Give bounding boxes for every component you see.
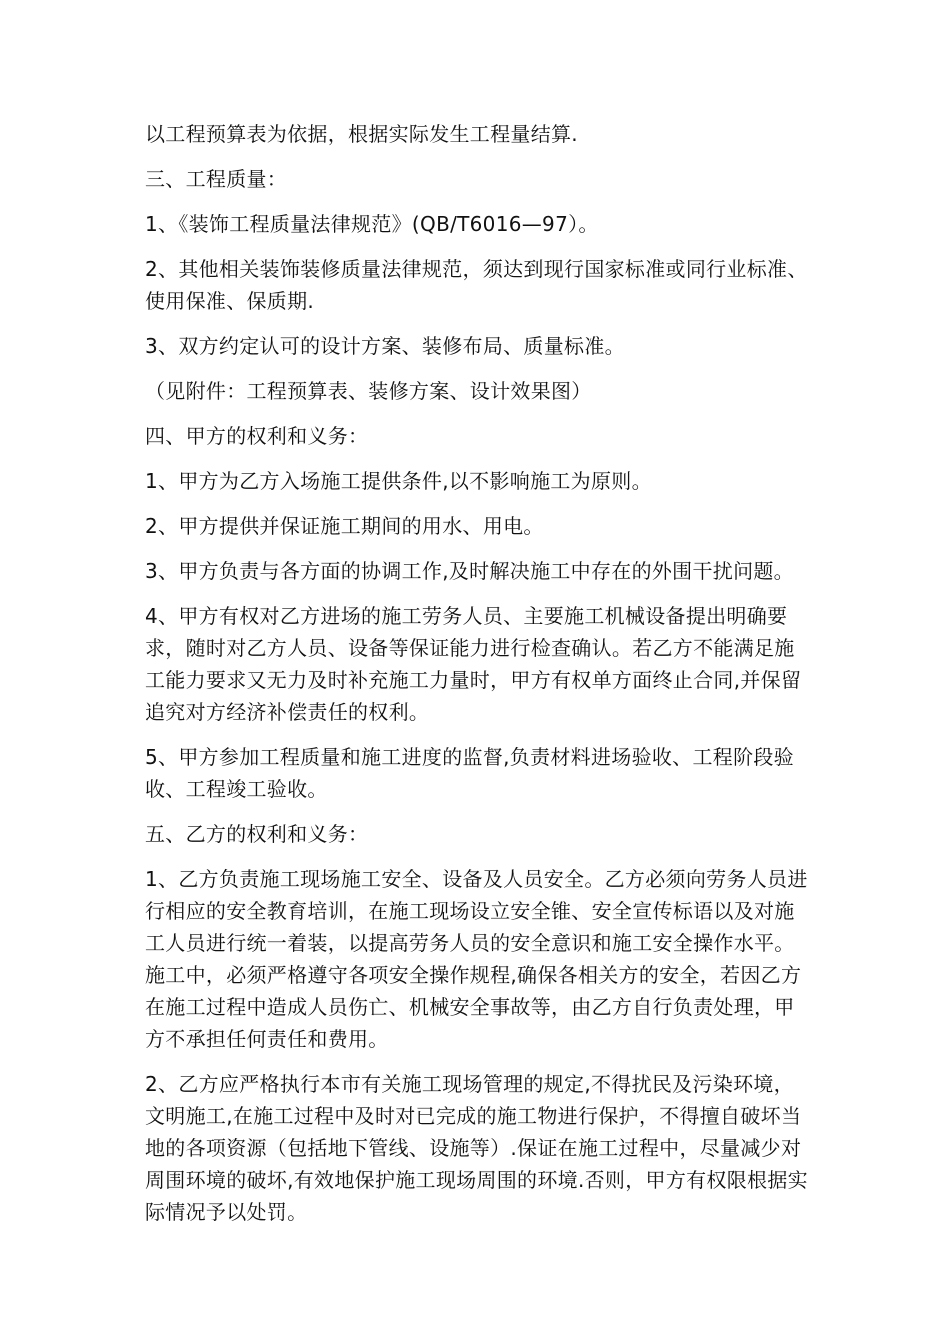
paragraph-party-a-3: 3、甲方负责与各方面的协调工作,及时解决施工中存在的外围干扰问题。 (145, 559, 794, 583)
section-heading-quality: 三、工程质量： (145, 167, 288, 191)
paragraph-party-b-2: 2、乙方应严格执行本市有关施工现场管理的规定,不得扰民及污染环境，文明施工,在施工过程中及时对已完成的施工物进行保护，不得擅自破坏当地的各项资源（包括地下管线、设施等）.保证在施工过程中，尽量减少对周围环境的破坏,有效地保护施工现场周围的环境.否则，甲方有权限根据实际情况予以处罚。 (145, 1072, 808, 1224)
paragraph-party-b-1: 1、乙方负责施工现场施工安全、设备及人员安全。乙方必须向劳务人员进行相应的安全教育培训，在施工现场设立安全锥、安全宣传标语以及对施工人员进行统一着装，以提高劳务人员的安全意识和施工安全操作水平。施工中，必须严格遵守各项安全操作规程,确保各相关方的安全，若因乙方在施工过程中造成人员伤亡、机械安全事故等，由乙方自行负责处理，甲方不承担任何责任和费用。 (145, 867, 808, 1051)
paragraph-party-a-4: 4、甲方有权对乙方进场的施工劳务人员、主要施工机械设备提出明确要求，随时对乙方人员、设备等保证能力进行检查确认。若乙方不能满足施工能力要求又无力及时补充施工力量时，甲方有权单方面终止合同,并保留追究对方经济补偿责任的权利。 (145, 604, 802, 724)
paragraph-quality-2: 2、其他相关装饰装修质量法律规范，须达到现行国家标准或同行业标准、使用保准、保质期. (145, 257, 808, 313)
paragraph-party-a-5: 5、甲方参加工程质量和施工进度的监督,负责材料进场验收、工程阶段验收、工程竣工验收。 (145, 745, 794, 801)
paragraph-settlement-basis: 以工程预算表为依据，根据实际发生工程量结算. (145, 122, 578, 146)
section-heading-party-a: 四、甲方的权利和义务： (145, 424, 369, 448)
document-body (145, 118, 811, 1241)
paragraph-attachments-note: （见附件：工程预算表、装修方案、设计效果图） (145, 379, 592, 403)
paragraph-party-a-2: 2、甲方提供并保证施工期间的用水、用电。 (145, 514, 544, 538)
paragraph-quality-3: 3、双方约定认可的设计方案、装修布局、质量标准。 (145, 334, 625, 358)
paragraph-party-a-1: 1、甲方为乙方入场施工提供条件,以不影响施工为原则。 (145, 469, 652, 493)
section-heading-party-b: 五、乙方的权利和义务： (145, 822, 369, 846)
paragraph-quality-1: 1、《装饰工程质量法律规范》(QB/T6016—97）。 (145, 212, 599, 236)
